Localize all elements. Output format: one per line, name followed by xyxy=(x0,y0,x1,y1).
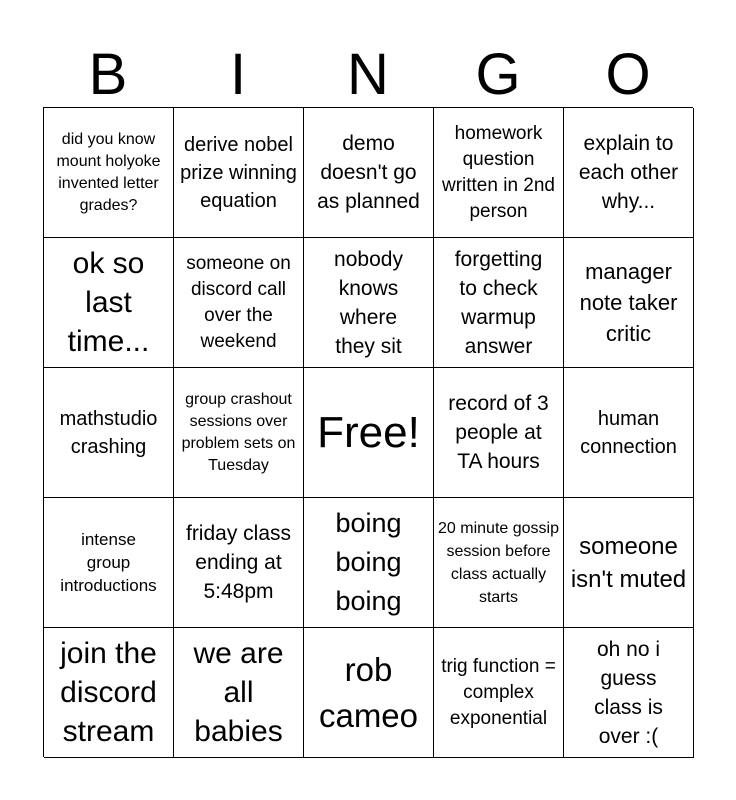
bingo-cell[interactable] xyxy=(434,238,564,368)
bingo-cell[interactable] xyxy=(174,108,304,238)
bingo-cell[interactable] xyxy=(434,368,564,498)
bingo-cell[interactable] xyxy=(174,368,304,498)
bingo-cell[interactable] xyxy=(44,368,174,498)
bingo-cell[interactable] xyxy=(174,498,304,628)
cell-text: intense group introductions xyxy=(60,530,157,595)
title-letter-b: B xyxy=(88,42,128,107)
title-letter-n: N xyxy=(347,42,389,107)
bingo-cell[interactable] xyxy=(304,238,434,368)
bingo-cell[interactable] xyxy=(564,498,694,628)
bingo-cell[interactable] xyxy=(304,368,434,498)
cell-text: forgetting to check warmup answer xyxy=(454,247,543,358)
bingo-cell[interactable] xyxy=(304,498,434,628)
bingo-cell[interactable] xyxy=(564,108,694,238)
title-letter-g: G xyxy=(475,42,521,107)
cell-text: trig function = complex exponential xyxy=(441,655,556,729)
bingo-board xyxy=(43,107,693,757)
cell-text: did you know mount holyoke invented letter grades? xyxy=(56,130,161,214)
bingo-cell[interactable] xyxy=(434,108,564,238)
bingo-cell[interactable] xyxy=(434,498,564,628)
bingo-cell[interactable] xyxy=(304,628,434,758)
bingo-cell[interactable] xyxy=(174,238,304,368)
bingo-cell[interactable] xyxy=(564,238,694,368)
cell-text: manager note taker critic xyxy=(579,259,678,346)
cell-text: derive nobel prize winning equation xyxy=(180,133,297,212)
bingo-cell[interactable] xyxy=(564,628,694,758)
cell-text: record of 3 people at TA hours xyxy=(448,392,549,473)
bingo-cell[interactable] xyxy=(44,498,174,628)
cell-text: demo doesn't go as planned xyxy=(317,132,420,213)
bingo-cell[interactable] xyxy=(304,108,434,238)
cell-text: explain to each other why... xyxy=(578,132,679,213)
bingo-cell[interactable] xyxy=(44,628,174,758)
cell-text: group crashout sessions over problem sets on Tuesday xyxy=(181,390,296,474)
title-letter-o: O xyxy=(605,42,651,107)
bingo-cell[interactable] xyxy=(174,628,304,758)
cell-text: rob cameo xyxy=(318,650,419,734)
cell-text: boing boing boing xyxy=(335,508,402,616)
cell-text: homework question written in 2nd person xyxy=(441,122,555,222)
bingo-cell[interactable] xyxy=(564,368,694,498)
cell-text: oh no i guess class is over :( xyxy=(594,637,663,748)
cell-text: friday class ending at 5:48pm xyxy=(185,522,292,603)
cell-text: mathstudio crashing xyxy=(59,407,158,458)
bingo-title xyxy=(43,40,693,110)
cell-text: Free! xyxy=(317,407,420,457)
cell-text: 20 minute gossip session before class actually starts xyxy=(438,519,559,606)
cell-text: we are all babies xyxy=(193,637,284,748)
cell-text: human connection xyxy=(580,407,677,458)
bingo-cell[interactable] xyxy=(434,628,564,758)
cell-text: someone on discord call over the weekend xyxy=(186,252,291,352)
cell-text: nobody knows where they sit xyxy=(334,247,403,358)
bingo-cell[interactable] xyxy=(44,108,174,238)
cell-text: join the discord stream xyxy=(60,637,157,748)
cell-text: someone isn't muted xyxy=(570,532,687,593)
title-letter-i: I xyxy=(229,42,247,107)
bingo-cell[interactable] xyxy=(44,238,174,368)
cell-text: ok so last time... xyxy=(67,247,150,358)
